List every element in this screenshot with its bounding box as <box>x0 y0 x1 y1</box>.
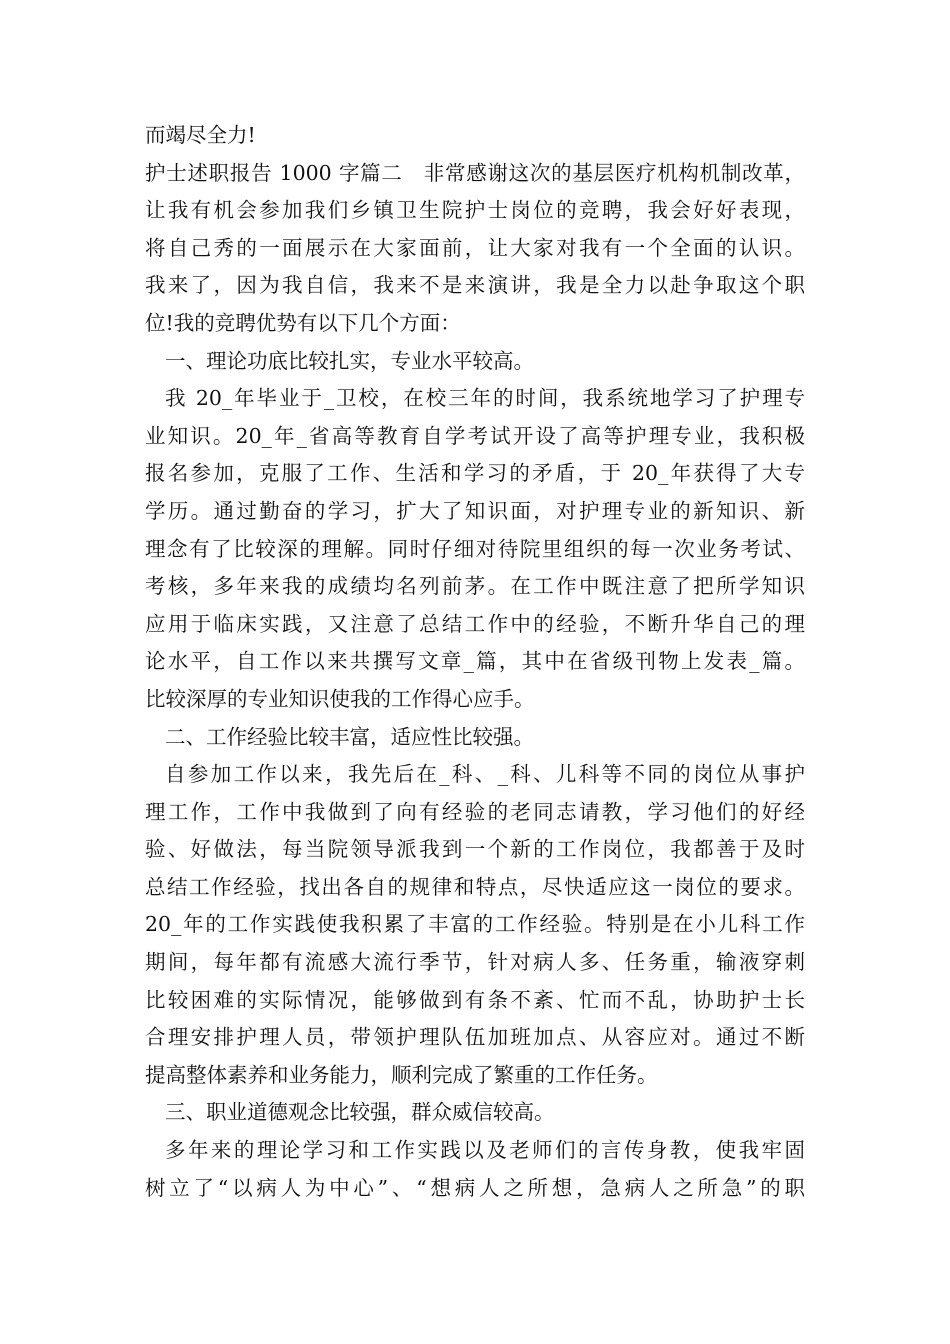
text-line: 论水平，自工作以来共撰写文章_篇，其中在省级刊物上发表_篇。 <box>145 649 805 674</box>
text-line: 比较深厚的专业知识使我的工作得心应手。 <box>145 686 535 711</box>
text-line: 位!我的竞聘优势有以下几个方面： <box>145 310 461 335</box>
text-line: 考核，多年来我的成绩均名列前茅。在工作中既注意了把所学知识 <box>145 574 805 599</box>
section-heading: 二、工作经验比较丰富，适应性比较强。 <box>165 724 534 749</box>
text-line: 合理安排护理人员，带领护理队伍加班加点、从容应对。通过不断 <box>145 1025 805 1050</box>
text-line: 应用于临床实践，又注意了总结工作中的经验，不断升华自己的理 <box>145 611 805 636</box>
text-line: 树立了“以病人为中心”、“想病人之所想，急病人之所急”的职 <box>145 1175 805 1200</box>
text-line: 让我有机会参加我们乡镇卫生院护士岗位的竞聘，我会好好表现， <box>145 198 805 223</box>
text-line: 业知识。20_年_省高等教育自学考试开设了高等护理专业，我积极 <box>145 423 805 448</box>
section-heading: 三、职业道德观念比较强，群众威信较高。 <box>165 1100 555 1125</box>
text-line: 自参加工作以来，我先后在_科、_科、儿科等不同的岗位从事护 <box>165 762 805 787</box>
text-line: 将自己秀的一面展示在大家面前，让大家对我有一个全面的认识。 <box>145 235 805 260</box>
text-line: 而竭尽全力! <box>145 123 256 147</box>
text-line: 多年来的理论学习和工作实践以及老师们的言传身教，使我牢固 <box>165 1138 805 1163</box>
text-line: 学历。通过勤奋的学习，扩大了知识面，对护理专业的新知识、新 <box>145 498 805 523</box>
text-line: 报名参加，克服了工作、生活和学习的矛盾，于 20_年获得了大专 <box>145 461 805 486</box>
document-body <box>145 117 805 1207</box>
text-line: 我 20_年毕业于_卫校，在校三年的时间，我系统地学习了护理专 <box>165 386 805 411</box>
text-line: 理念有了比较深的理解。同时仔细对待院里组织的每一次业务考试、 <box>145 536 805 561</box>
text-line: 我来了，因为我自信，我来不是来演讲，我是全力以赴争取这个职 <box>145 273 805 298</box>
text-line: 理工作，工作中我做到了向有经验的老同志请教，学习他们的好经 <box>145 799 805 824</box>
section-heading: 一、理论功底比较扎实，专业水平较高。 <box>165 348 534 373</box>
text-line: 验、好做法，每当院领导派我到一个新的工作岗位，我都善于及时 <box>145 837 805 862</box>
text-line: 20_年的工作实践使我积累了丰富的工作经验。特别是在小儿科工作 <box>145 912 805 937</box>
text-line: 提高整体素养和业务能力，顺利完成了繁重的工作任务。 <box>145 1062 658 1087</box>
text-line: 总结工作经验，找出各自的规律和特点，尽快适应这一岗位的要求。 <box>145 874 805 899</box>
text-line: 期间，每年都有流感大流行季节，针对病人多、任务重，输液穿刺 <box>145 950 805 975</box>
text-line: 护士述职报告 1000 字篇二 非常感谢这次的基层医疗机构机制改革， <box>145 160 805 185</box>
text-line: 比较困难的实际情况，能够做到有条不紊、忙而不乱，协助护士长 <box>145 987 805 1012</box>
